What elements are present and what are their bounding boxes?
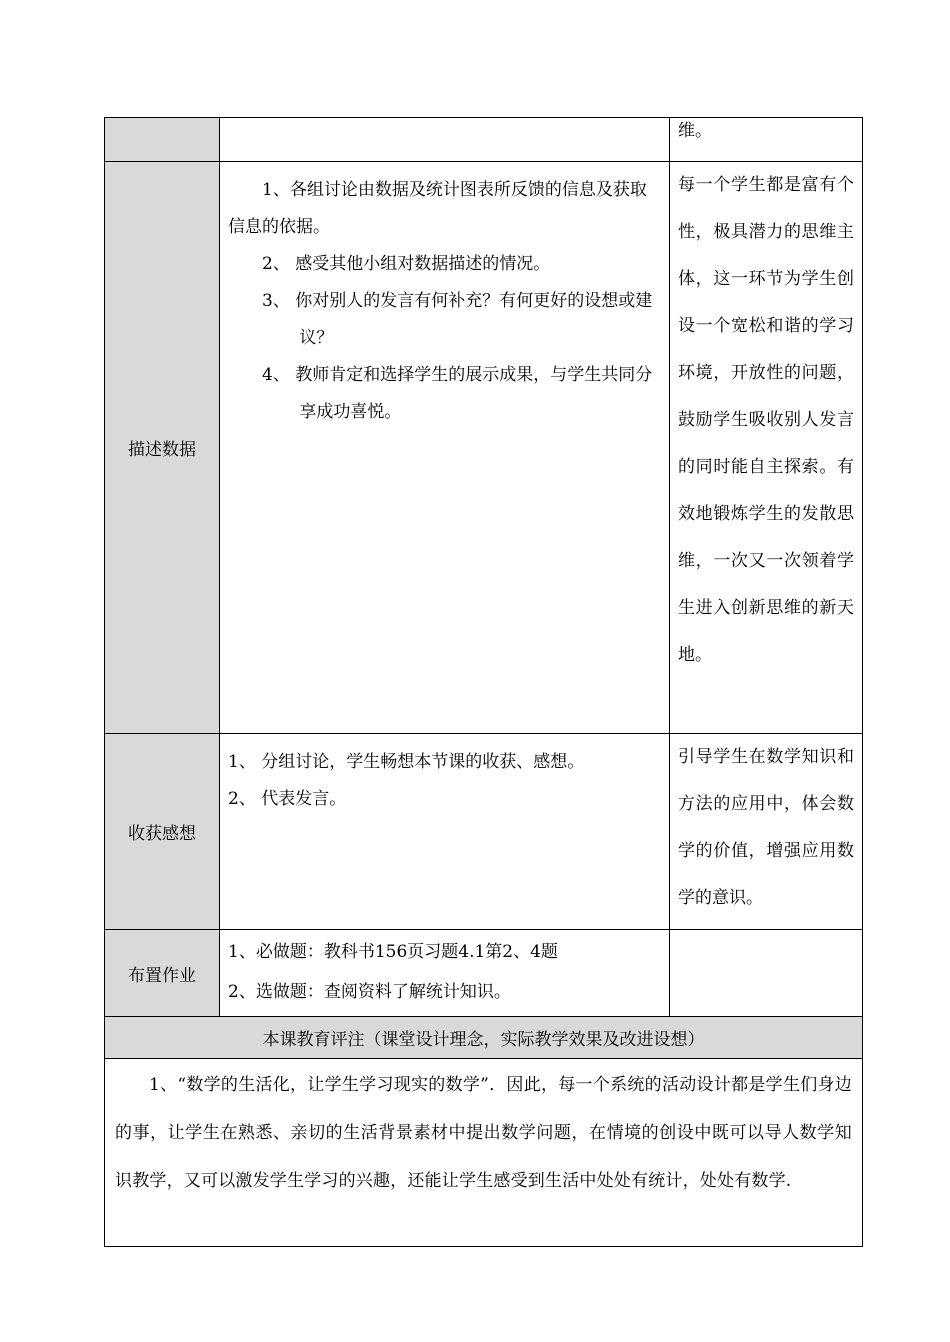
activity-item: 2、 感受其他小组对数据描述的情况。	[262, 254, 551, 274]
activity-item: 2、选做题：查阅资料了解统计知识。	[228, 982, 511, 1002]
evaluation-heading-row	[105, 1017, 863, 1059]
activity-cell	[220, 930, 670, 1017]
evaluation-heading: 本课教育评注（课堂设计理念，实际教学效果及改进设想）	[105, 1017, 863, 1059]
activity-item: 3、 你对别人的发言有何补充？有何更好的设想或建议？	[262, 291, 653, 348]
activity-item: 4、 教师肯定和选择学生的展示成果，与学生共同分享成功喜悦。	[262, 365, 653, 422]
stage-cell-empty	[105, 118, 220, 162]
activity-item: 1、 分组讨论，学生畅想本节课的收获、感想。	[228, 752, 585, 772]
lesson-plan-table	[104, 117, 863, 1247]
design-note-cell	[670, 162, 863, 734]
activity-cell	[220, 734, 670, 930]
harvest-row	[105, 734, 863, 930]
activity-item: 2、 代表发言。	[228, 789, 347, 809]
activity-cell	[220, 162, 670, 734]
design-note-text: 维。	[678, 121, 712, 141]
design-note-cell	[670, 930, 863, 1017]
design-note-cell	[670, 734, 863, 930]
describe-data-row	[105, 162, 863, 734]
stage-label: 描述数据	[105, 162, 220, 734]
design-note-text: 每一个学生都是富有个性，极具潜力的思维主体，这一环节为学生创设一个宽松和谐的学习环境，开放性的问题，鼓励学生吸收别人发言的同时能自主探索。有效地锻炼学生的发散思维，一次又一次领着学生进入创新思维的新天地。	[678, 175, 854, 665]
homework-row	[105, 930, 863, 1017]
activity-item: 1、各组讨论由数据及统计图表所反馈的信息及获取信息的依据。	[228, 180, 647, 237]
evaluation-text: 1、“数学的生活化，让学生学习现实的数学”．因此，每一个系统的活动设计都是学生们身边的事，让学生在熟悉、亲切的生活背景素材中提出数学问题，在情境的创设中既可以导人数学知识教学，又可以激发学生学习的兴趣，还能让学生感受到生活中处处有统计，处处有数学.	[115, 1075, 852, 1191]
design-note-text: 引导学生在数学知识和方法的应用中，体会数学的价值，增强应用数学的意识。	[678, 747, 854, 908]
stage-label: 布置作业	[105, 930, 220, 1017]
evaluation-body-row	[105, 1059, 863, 1247]
stage-label: 收获感想	[105, 734, 220, 930]
activity-cell-empty	[220, 118, 670, 162]
activity-item: 1、必做题：教科书156页习题4.1第2、4题	[228, 942, 558, 962]
continued-row	[105, 118, 863, 162]
design-note-cell	[670, 118, 863, 162]
evaluation-cell	[105, 1059, 863, 1247]
